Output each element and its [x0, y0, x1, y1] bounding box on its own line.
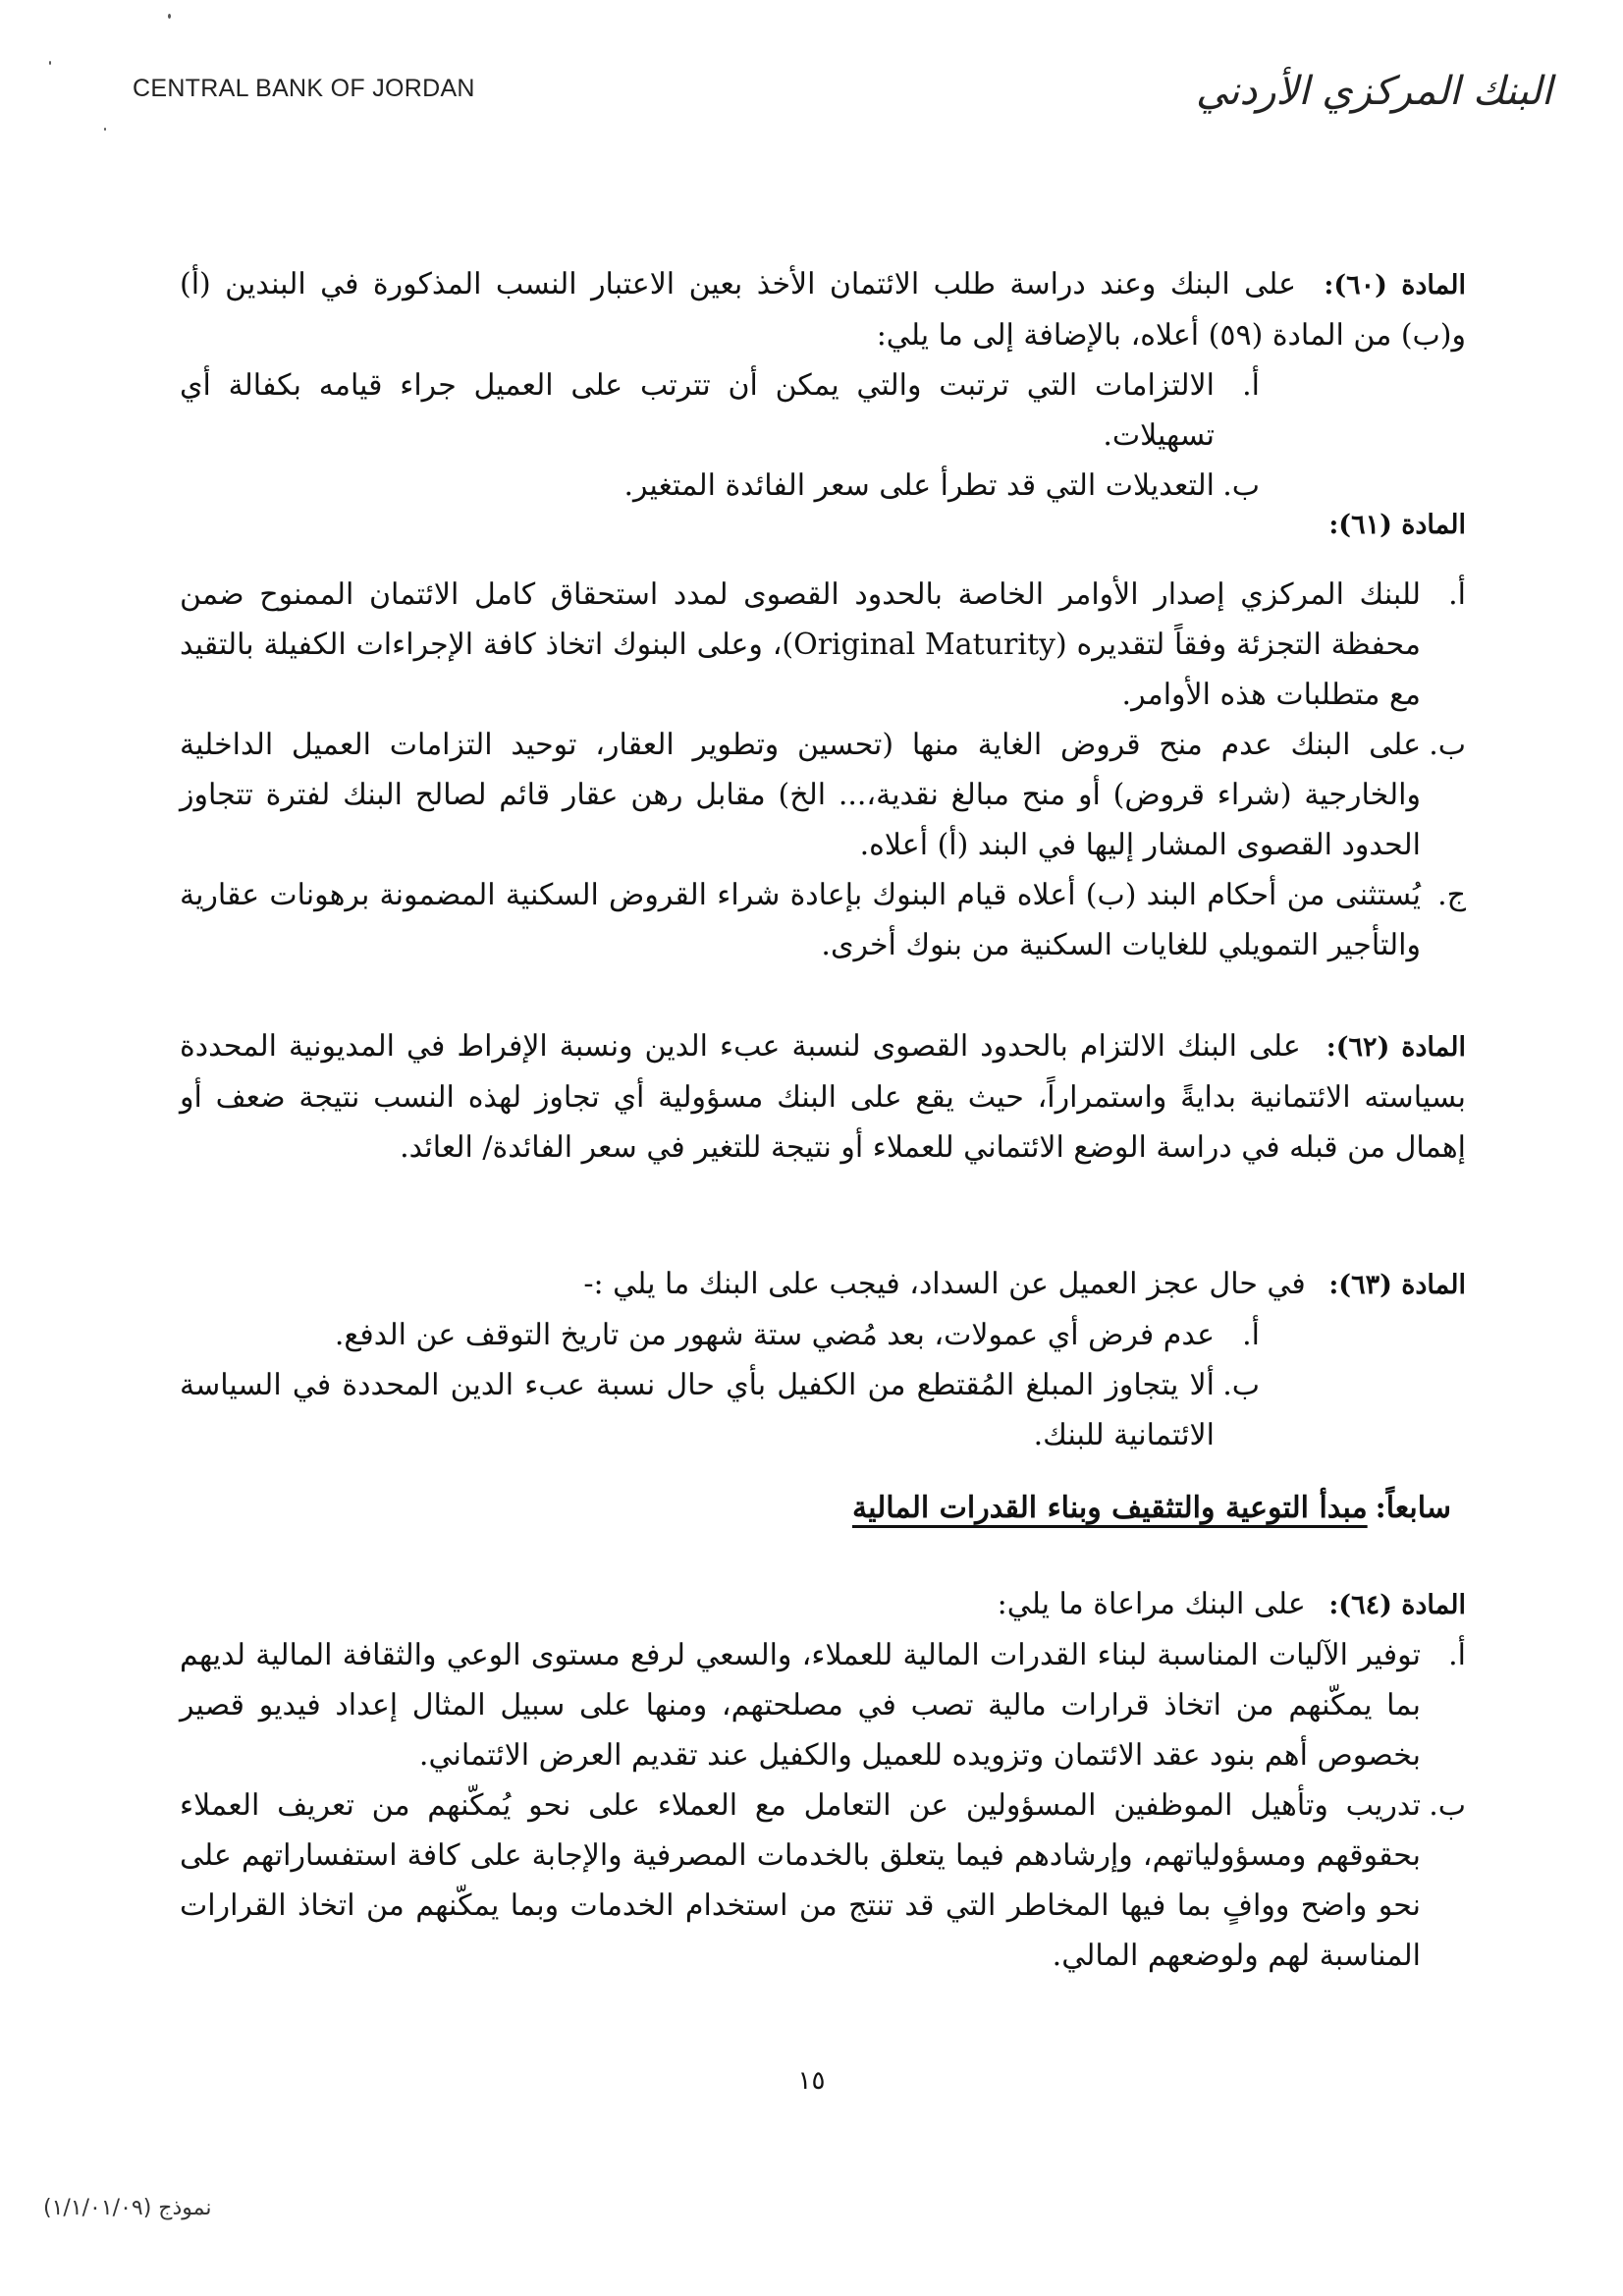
article-61-heading — [180, 499, 1466, 550]
article-62-block — [180, 1021, 1466, 1173]
article-60-intro: على البنك وعند دراسة طلب الائتمان الأخذ بعين الاعتبار النسب المذكورة في البندين (أ) و(ب) من المادة (٥٩) أعلاه، بالإضافة إلى ما يلي: — [180, 267, 1466, 353]
section-title: مبدأ التوعية والتثقيف وبناء القدرات المالية — [851, 1491, 1368, 1525]
item-marker: أ. — [1242, 368, 1260, 403]
article-61-label: المادة (٦١): — [1328, 510, 1466, 540]
article-63-items — [180, 1310, 1466, 1460]
list-item — [180, 570, 1466, 720]
scan-speck — [168, 14, 171, 19]
article-64-label: المادة (٦٤): — [1328, 1590, 1466, 1620]
page-number: ١٥ — [797, 2066, 826, 2096]
item-text: يُستثنى من أحكام البند (ب) أعلاه قيام البنوك بإعادة شراء القروض السكنية المضمونة برهونات عقارية والتأجير التمويلي للغايات السكنية من بنوك أخرى. — [180, 878, 1421, 962]
item-text: للبنك المركزي إصدار الأوامر الخاصة بالحدود القصوى لمدد استحقاق كامل الائتمان الممنوح ضمن محفظة التجزئة وفقاً لتقديره (Original Maturity)، وعلى البنوك اتخاذ كافة الإجراءات الكفيلة بالتقيد مع متطلبات هذه الأوامر. — [180, 577, 1421, 712]
article-61 — [180, 499, 1466, 970]
item-marker: ب. — [1222, 1368, 1260, 1402]
list-item — [180, 1310, 1260, 1360]
bank-name-arabic: البنك المركزي الأردني — [1195, 69, 1552, 114]
article-63-label: المادة (٦٣): — [1328, 1270, 1466, 1300]
item-marker: أ. — [1242, 1318, 1260, 1352]
scan-speck — [104, 128, 106, 131]
article-63 — [180, 1259, 1466, 1460]
article-64-intro-block — [180, 1579, 1466, 1630]
article-60-label: المادة (٦٠): — [1324, 270, 1466, 301]
bank-name-english: CENTRAL BANK OF JORDAN — [133, 75, 475, 102]
item-marker: أ. — [1448, 1638, 1466, 1672]
article-60-intro-block — [180, 259, 1466, 360]
section-prefix: سابعاً: — [1375, 1491, 1451, 1525]
list-item — [180, 1630, 1466, 1780]
item-text: ألا يتجاوز المبلغ المُقتطع من الكفيل بأي حال نسبة عبء الدين المحددة في السياسة الائتمانية للبنك. — [180, 1368, 1215, 1452]
list-item — [180, 720, 1466, 870]
item-text: عدم فرض أي عمولات، بعد مُضي ستة شهور من تاريخ التوقف عن الدفع. — [334, 1318, 1215, 1352]
item-marker: أ. — [1448, 577, 1466, 612]
item-text: التعديلات التي قد تطرأ على سعر الفائدة المتغير. — [623, 468, 1215, 503]
article-60 — [180, 259, 1466, 511]
article-62 — [180, 1021, 1466, 1173]
article-62-text: على البنك الالتزام بالحدود القصوى لنسبة عبء الدين ونسبة الإفراط في المديونية المحددة بسياسته الائتمانية بدايةً واستمراراً، حيث يقع على البنك مسؤولية أي تجاوز لهذه النسب نتيجة ضعف أو إهمال من قبله في دراسة الوضع الائتماني للعملاء أو نتيجة للتغير في سعر الفائدة/ العائد. — [180, 1029, 1466, 1165]
list-item — [180, 1360, 1260, 1460]
article-61-items — [180, 570, 1466, 970]
item-text: تدريب وتأهيل الموظفين المسؤولين عن التعامل مع العملاء على نحو يُمكّنهم من تعريف العملاء بحقوقهم ومسؤولياتهم، وإرشادهم فيما يتعلق بالخدمات المصرفية والإجابة على كافة استفساراتهم على نحو واضح ووافٍ بما فيها المخاطر التي قد تنتج من استخدام الخدمات وبما يمكّنهم من اتخاذ القرارات المناسبة لهم ولوضعهم المالي. — [180, 1788, 1421, 1973]
article-64-intro: على البنك مراعاة ما يلي: — [997, 1587, 1306, 1621]
list-item — [180, 360, 1260, 461]
article-63-intro: في حال عجز العميل عن السداد، فيجب على البنك ما يلي :- — [583, 1267, 1306, 1301]
item-marker: ب. — [1429, 728, 1466, 762]
article-64-items — [180, 1630, 1466, 1981]
article-64 — [180, 1579, 1466, 1981]
scan-speck — [49, 61, 51, 65]
article-62-label: المادة (٦٢): — [1325, 1032, 1466, 1063]
item-text: الالتزامات التي ترتبت والتي يمكن أن تترتب على العميل جراء قيامه بكفالة أي تسهيلات. — [180, 368, 1215, 453]
form-number: نموذج (١/١/٠١/٠٩) — [43, 2196, 212, 2220]
item-text: على البنك عدم منح قروض الغاية منها (تحسين وتطوير العقار، توحيد التزامات العميل الداخلية والخارجية (شراء قروض) أو منح مبالغ نقدية،... الخ) مقابل رهن عقار قائم لصالح البنك لفترة تتجاوز الحدود القصوى المشار إليها في البند (أ) أعلاه. — [180, 728, 1421, 862]
item-text: توفير الآليات المناسبة لبناء القدرات المالية للعملاء، والسعي لرفع مستوى الوعي والثقافة المالية لديهم بما يمكّنهم من اتخاذ قرارات مالية تصب في مصلحتهم، ومنها على سبيل المثال إعداد فيديو قصير بخصوص أهم بنود عقد الائتمان وتزويده للعميل والكفيل عند تقديم العرض الائتماني. — [180, 1638, 1421, 1773]
item-marker: ج. — [1437, 878, 1466, 912]
section-heading — [852, 1491, 1451, 1525]
item-marker: ب. — [1429, 1788, 1466, 1823]
article-60-items — [180, 360, 1466, 511]
list-item — [180, 870, 1466, 970]
item-marker: ب. — [1222, 468, 1260, 503]
list-item — [180, 1780, 1466, 1981]
article-63-intro-block — [180, 1259, 1466, 1310]
